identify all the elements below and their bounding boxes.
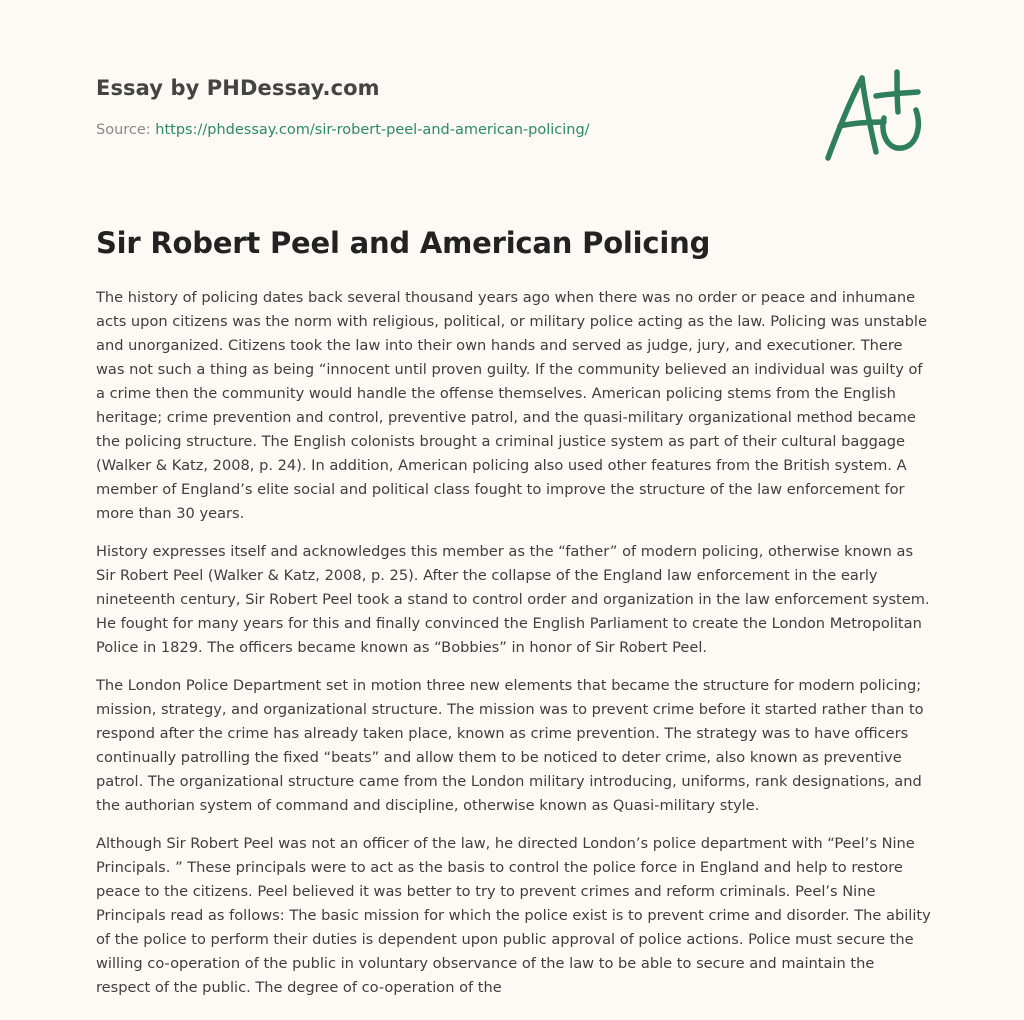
- essay-paragraph: History expresses itself and acknowledges this member as the “father” of modern policing, otherwise known as Sir Robert Peel (Walker & Katz, 2008, p. 25). After the collapse of the England law enforcement in the early nineteenth century, Sir Robert Peel took a stand to control order and organization in the law enforcement system. He fought for many years for this and finally convinced the English Parliament to create the London Metropolitan Police in 1829. The officers became known as “Bobbies” in honor of Sir Robert Peel.: [96, 543, 930, 656]
- essay-paragraph: The history of policing dates back several thousand years ago when there was no order or peace and inhumane acts upon citizens was the norm with religious, political, or military police acting as the law. Policing was unstable and unorganized. Citizens took the law into their own hands and served as judge, jury, and executioner. There was not such a thing as being “innocent until proven guilty. If the community believed an individual was guilty of a crime then the community would handle the offense themselves. American policing stems from the English heritage; crime prevention and control, preventive patrol, and the quasi-military organizational method became the policing structure. The English colonists brought a criminal justice system as part of their cultural baggage (Walker & Katz, 2008, p. 24). In addition, American policing also used other features from the British system. A member of England’s elite social and political class fought to improve the structure of the law enforcement for more than 30 years.: [96, 289, 927, 522]
- essay-header: [96, 76, 796, 138]
- a-plus-grade-icon: [818, 66, 930, 166]
- essay-title: Sir Robert Peel and American Policing: [96, 226, 711, 260]
- source-line: [96, 122, 796, 138]
- source-link[interactable]: https://phdessay.com/sir-robert-peel-and-american-policing/: [155, 122, 590, 138]
- source-label: Source:: [96, 122, 156, 138]
- essay-body: [96, 286, 932, 1014]
- essay-paragraph: The London Police Department set in motion three new elements that became the structure for modern policing; mission, strategy, and organizational structure. The mission was to prevent crime before it started rather than to respond after the crime has already taken place, known as crime prevention. The strategy was to have officers continually patrolling the fixed “beats” and allow them to be noticed to deter crime, also known as preventive patrol. The organizational structure came from the London military introducing, uniforms, rank designations, and the authorian system of command and discipline, otherwise known as Quasi-military style.: [96, 677, 924, 814]
- essay-paragraph: Although Sir Robert Peel was not an officer of the law, he directed London’s police department with “Peel’s Nine Principals. ” These principals were to act as the basis to control the police force in England and help to restore peace to the citizens. Peel believed it was better to try to prevent crimes and reform criminals. Peel’s Nine Principals read as follows: The basic mission for which the police exist is to prevent crime and disorder. The ability of the police to perform their duties is dependent upon public approval of police actions. Police must secure the willing co-operation of the public in voluntary observance of the law to be able to secure and maintain the respect of the public. The degree of co-operation of the: [96, 835, 931, 996]
- site-brand: Essay by PHDessay.com: [96, 76, 380, 100]
